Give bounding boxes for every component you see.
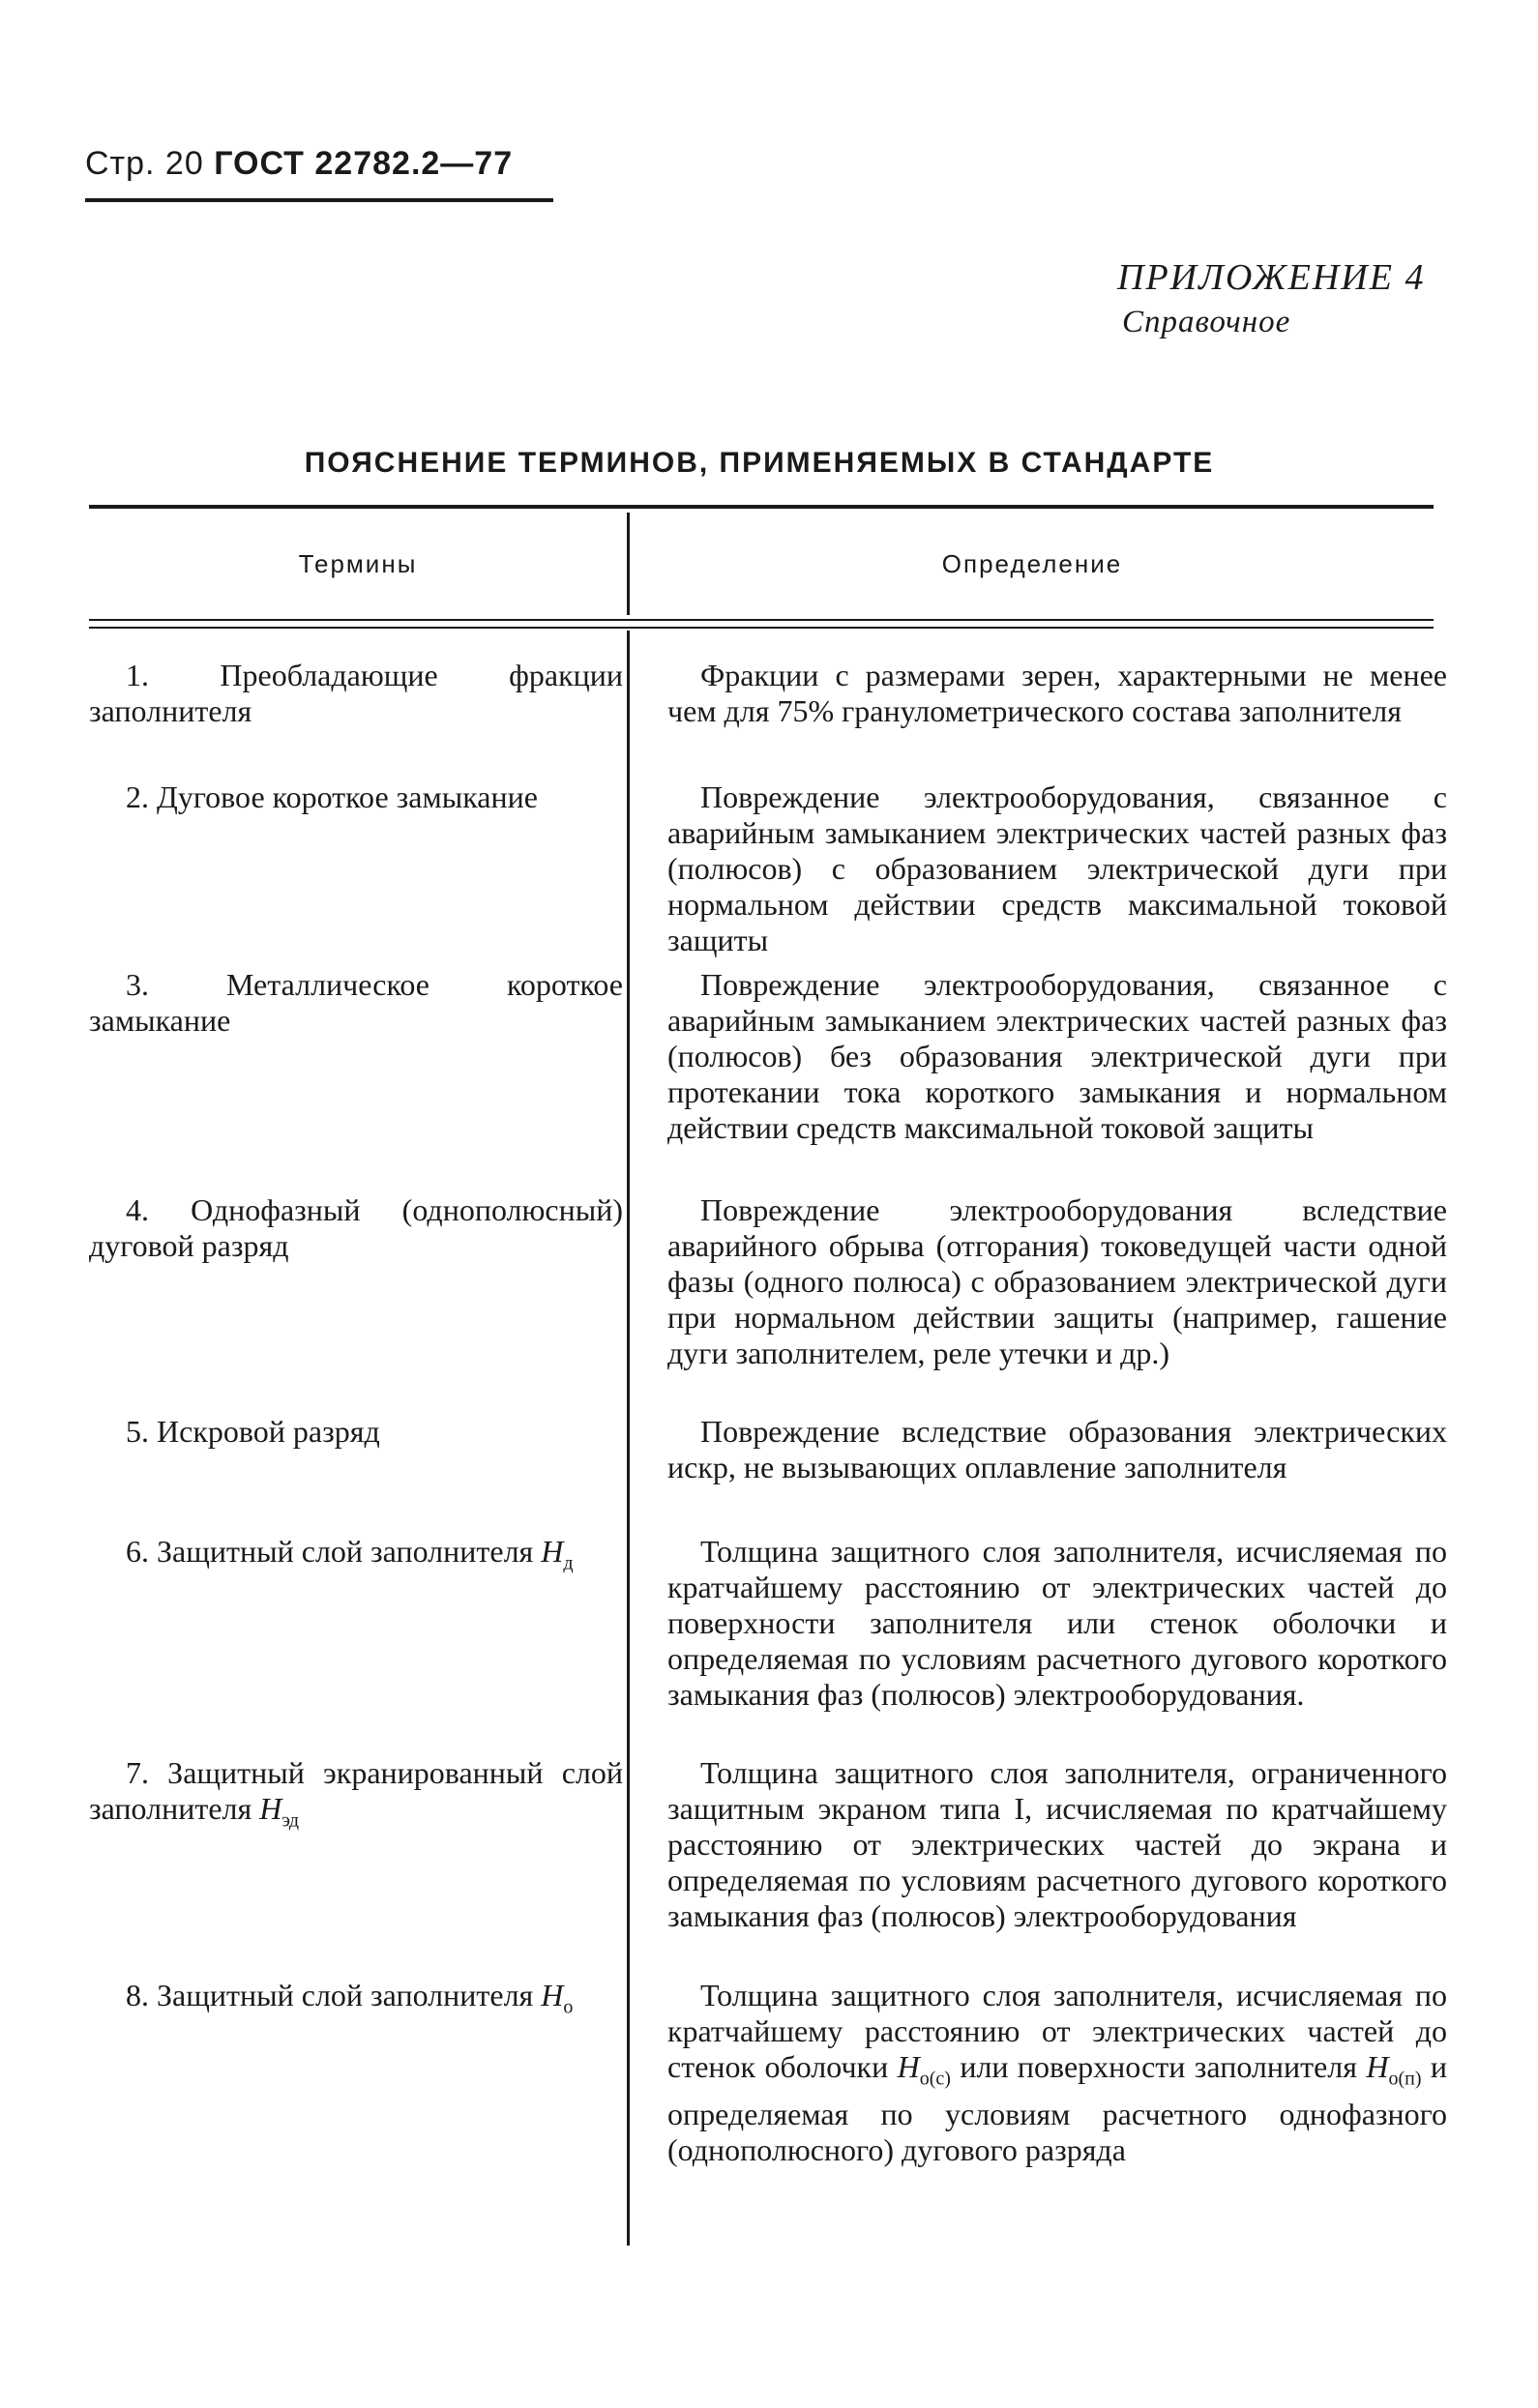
definition-8-symbol-2: H	[1366, 2049, 1389, 2084]
appendix-title: ПРИЛОЖЕНИЕ 4	[1117, 257, 1426, 298]
definition-6: Толщина защитного слоя заполнителя, исчисляемая по кратчайшему расстоянию от электрических частей до поверхности заполнителя или стенок оболочки и определяемая по условиям расчетного дугового короткого замыкания фаз (полюсов) электрооборудования.	[667, 1534, 1447, 1712]
column-divider-body	[627, 631, 630, 2246]
term-2: 2. Дуговое короткое замыкание	[126, 779, 538, 814]
column-header-definition: Определение	[941, 549, 1123, 578]
definition-5: Повреждение вследствие образования электрических искр, не вызывающих оплавление заполнителя	[667, 1414, 1447, 1484]
term-7: 7. Защитный экранированный слой заполнителя $H_{эд}$	[89, 1755, 623, 1832]
term-3: 3. Металлическое короткое замыкание	[89, 967, 623, 1038]
header-rule-upper	[89, 619, 1434, 621]
term-8-symbol: H	[541, 1978, 564, 2012]
term-5: 5. Искровой разряд	[126, 1414, 380, 1449]
definition-1: Фракции с размерами зерен, характерными не менее чем для 75% гранулометрического состава заполнителя	[667, 658, 1447, 728]
header-rule	[85, 198, 553, 202]
term-6-symbol-sub: д	[563, 1552, 574, 1574]
header-rule-lower	[89, 627, 1434, 629]
definition-8-symbol-1-sub: о(с)	[919, 2068, 951, 2090]
definition-2: Повреждение электрооборудования, связанное с аварийным замыканием электрических частей разных фаз (полюсов) с образованием электрической дуги при нормальном действии средств максимальной токовой защиты	[667, 779, 1447, 957]
term-6-symbol: H	[541, 1534, 564, 1569]
term-8: 8. Защитный слой заполнителя $H_о$	[126, 1978, 574, 2018]
definition-7: Толщина защитного слоя заполнителя, ограниченного защитным экраном типа I, исчисляемая по кратчайшему расстоянию от электрических частей до экрана и определяемая по условиям расчетного дугового короткого замыкания фаз (полюсов) электрооборудования	[667, 1755, 1447, 1933]
definition-8-symbol-1: H	[897, 2049, 920, 2084]
column-divider-header	[627, 513, 630, 615]
appendix-subtitle: Справочное	[1122, 305, 1291, 339]
definition-4: Повреждение электрооборудования вследствие аварийного обрыва (отгорания) токоведущей части одной фазы (одного полюса) с образованием электрической дуги при нормальном действии защиты (например, гашение дуги заполнителем, реле утечки и др.)	[667, 1192, 1447, 1370]
document-title: ПОЯСНЕНИЕ ТЕРМИНОВ, ПРИМЕНЯЕМЫХ В СТАНДАРТЕ	[304, 447, 1215, 479]
term-7-symbol: H	[259, 1791, 282, 1826]
standard-number: ГОСТ 22782.2—77	[214, 145, 514, 182]
term-6: 6. Защитный слой заполнителя $H_д$	[126, 1534, 574, 1574]
term-7-symbol-sub: эд	[281, 1809, 300, 1832]
column-header-terms: Термины	[298, 549, 418, 578]
term-8-symbol-sub: о	[563, 1996, 574, 2018]
definition-8: Толщина защитного слоя заполнителя, исчисляемая по кратчайшему расстоянию от электрических частей до стенок оболочки $H_{о(с)}$ или поверхности заполнителя $H_{о(п)}$ и определяемая по условиям расчетного однофазного (однополюсного) дугового разряда	[667, 1978, 1448, 2168]
term-4: 4. Однофазный (однополюсный) дуговой разряд	[89, 1192, 623, 1263]
page-label: Стр. 20	[85, 145, 204, 182]
page-header	[85, 145, 513, 183]
table-top-rule	[89, 505, 1434, 509]
definition-8-symbol-2-sub: о(п)	[1388, 2068, 1422, 2090]
term-1: 1. Преобладающие фракции заполнителя	[89, 658, 623, 728]
definition-3: Повреждение электрооборудования, связанное с аварийным замыканием электрических частей разных фаз (полюсов) без образования электрической дуги при протекании тока короткого замыкания и нормальном действии средств максимальной токовой защиты	[667, 967, 1447, 1145]
